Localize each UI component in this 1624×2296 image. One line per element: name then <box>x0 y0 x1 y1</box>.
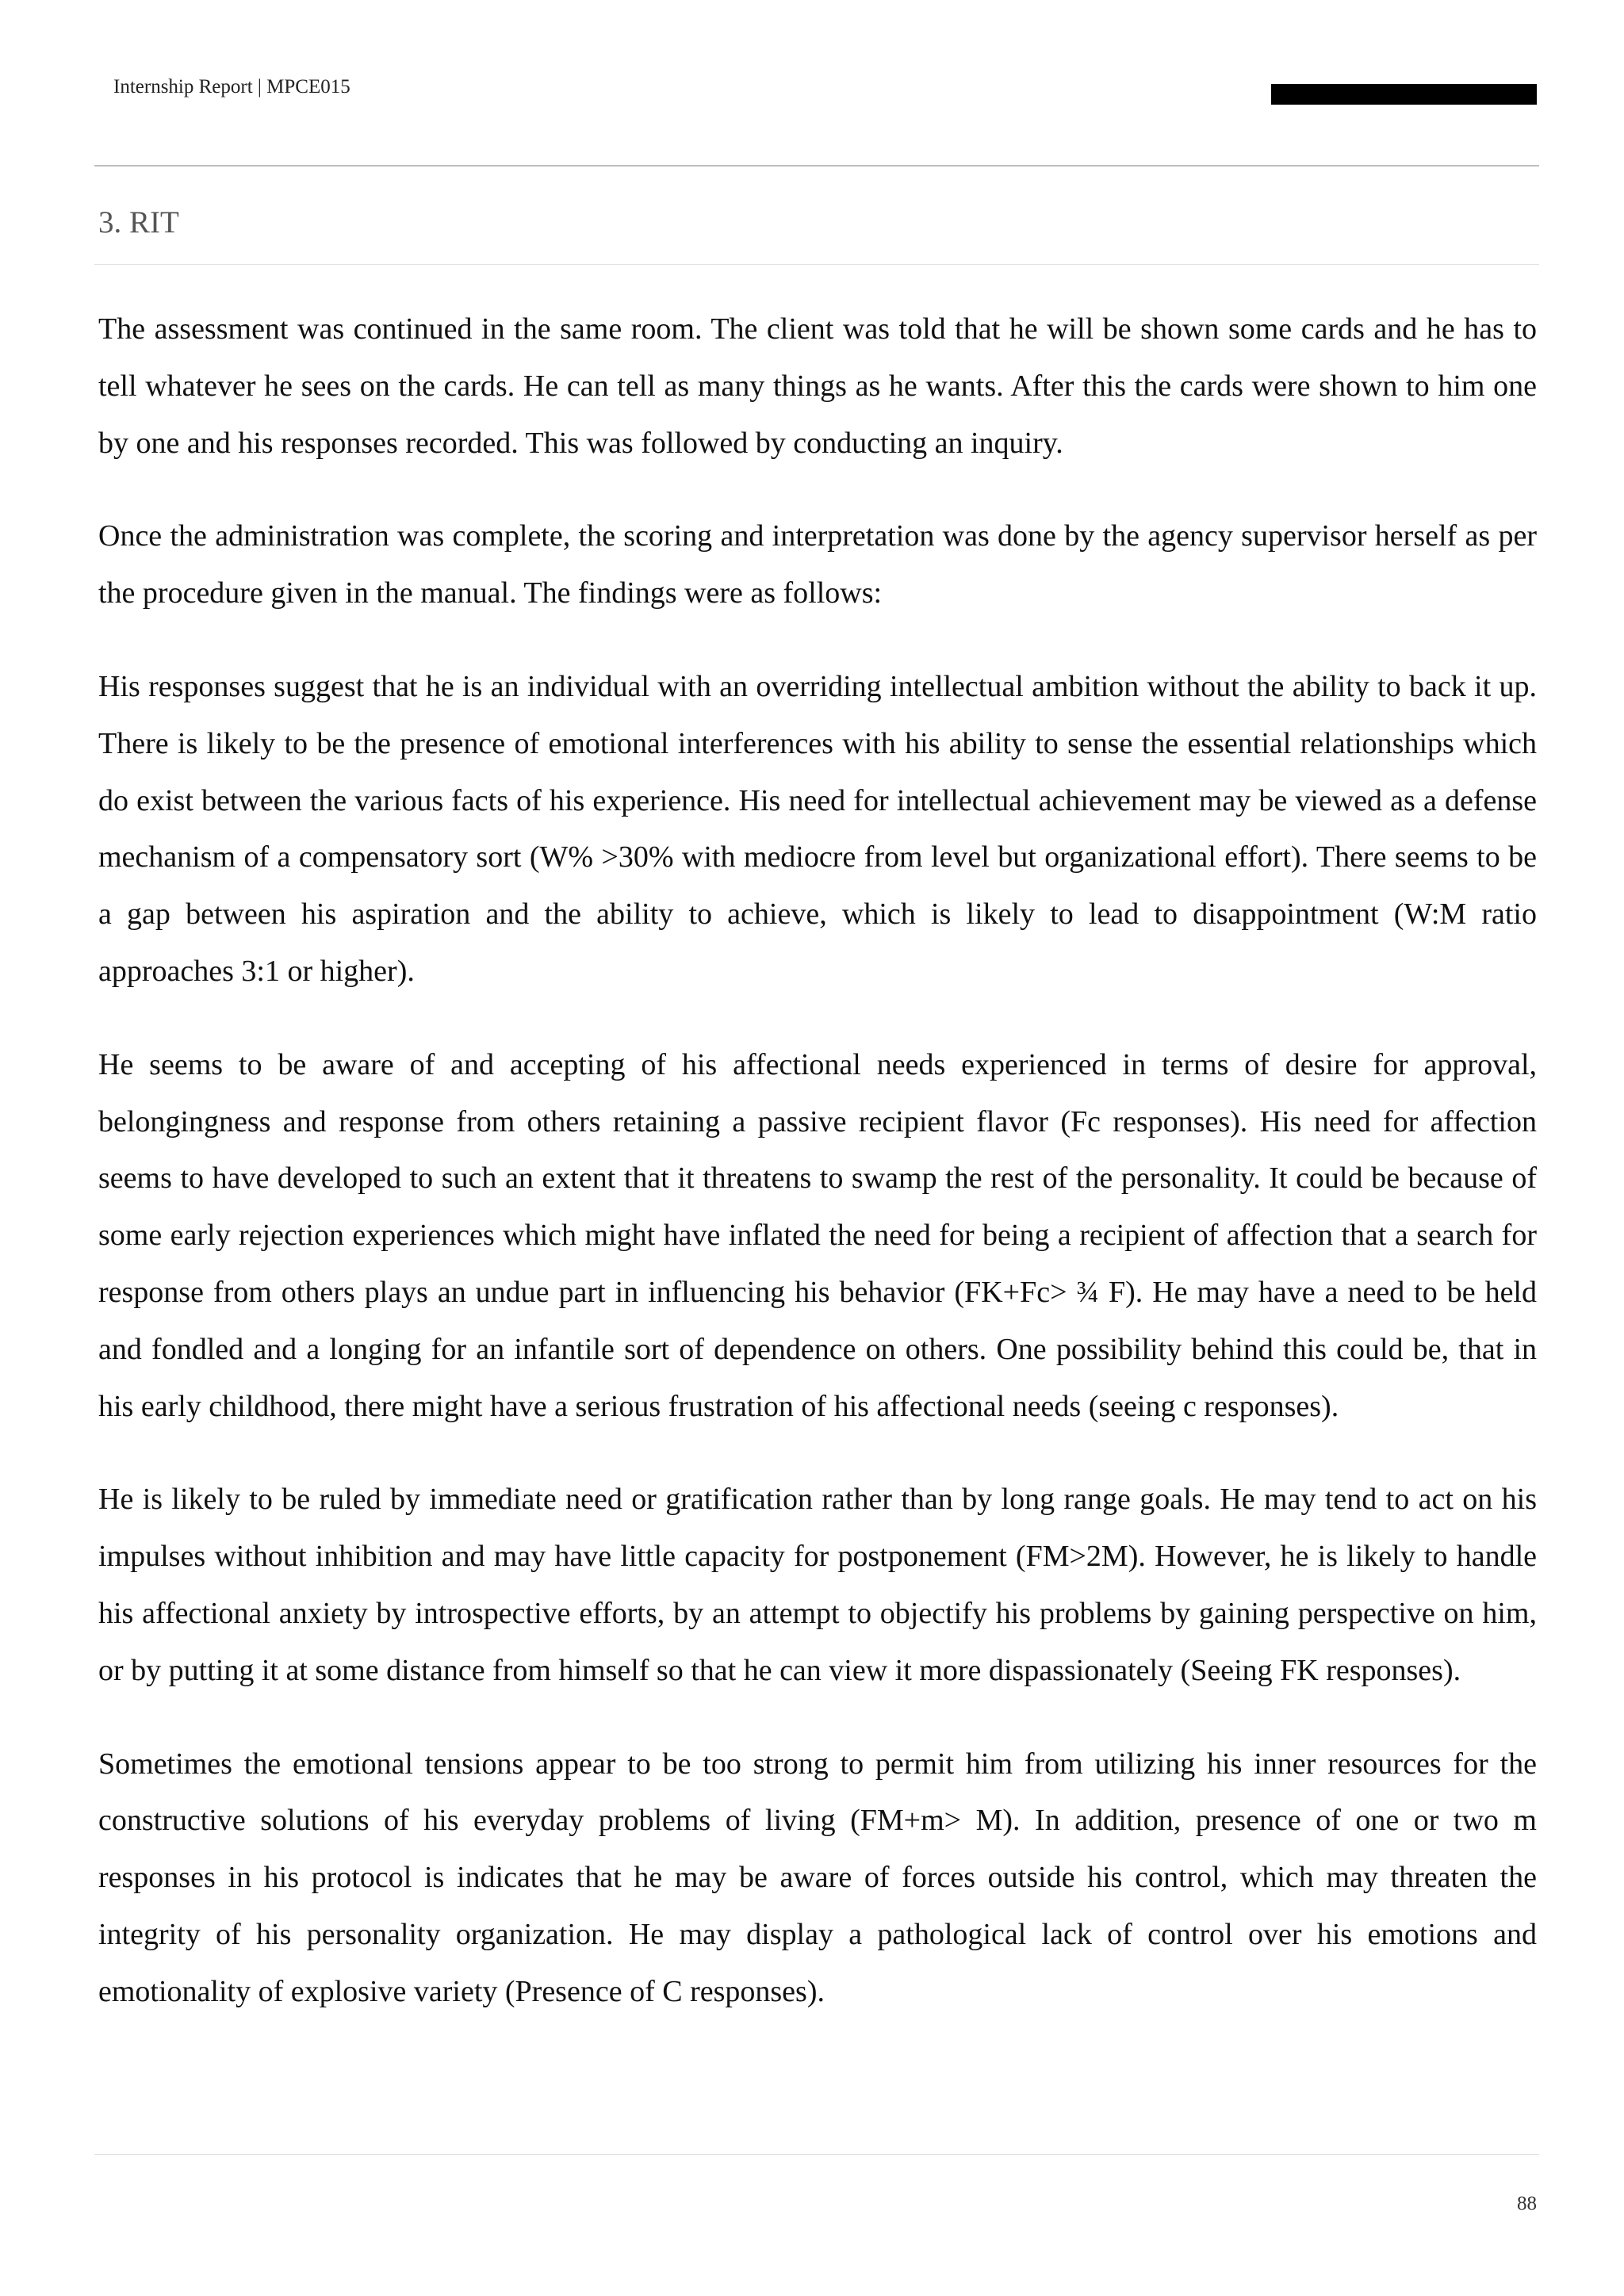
page-header <box>0 0 1624 166</box>
paragraph: His responses suggest that he is an individual with an overriding intellectual ambition without the ability to back it up. There is likely to be the presence of emotional interferences with his ability to sense the essential relationships which do exist between the various facts of his experience. His need for intellectual achievement may be viewed as a defense mechanism of a compensatory sort (W% >30% with mediocre from level but organizational effort). There seems to be a gap between his aspiration and the ability to achieve, which is likely to lead to disappointment (W:M ratio approaches 3:1 or higher). <box>98 669 1537 988</box>
page-number: 88 <box>1517 2193 1537 2214</box>
footer-divider <box>94 2154 1539 2155</box>
section-divider <box>94 264 1539 265</box>
paragraph: The assessment was continued in the same room. The client was told that he will be shown some cards and he has to tell whatever he sees on the cards. He can tell as many things as he wants. After this the cards were shown to him one by one and his responses recorded. This was followed by conducting an inquiry. <box>98 312 1537 460</box>
header-redaction-bar <box>1271 84 1537 105</box>
header-divider <box>94 165 1539 166</box>
paragraph: Sometimes the emotional tensions appear to be too strong to permit him from utilizing his inner resources for the constructive solutions of his everyday problems of living (FM+m> M). In addition, presence of one or two m responses in his protocol is indicates that he may be aware of forces outside his control, which may threaten the integrity of his personality organization. He may display a pathological lack of control over his emotions and emotionality of explosive variety (Presence of C responses). <box>98 1747 1537 2008</box>
paragraph: He seems to be aware of and accepting of his affectional needs experienced in terms of desire for approval, belongingness and response from others retaining a passive recipient flavor (Fc responses). His need for affection seems to have developed to such an extent that it threatens to swamp the rest of the personality. It could be because of some early rejection experiences which might have inflated the need for being a recipient of affection that a search for response from others plays an undue part in influencing his behavior (FK+Fc> ¾ F). He may have a need to be held and fondled and a longing for an infantile sort of dependence on others. One possibility behind this could be, that in his early childhood, there might have a serious frustration of his affectional needs (seeing c responses). <box>98 1047 1537 1423</box>
section-heading: 3. RIT <box>98 205 179 239</box>
paragraph: He is likely to be ruled by immediate need or gratification rather than by long range goals. He may tend to act on his impulses without inhibition and may have little capacity for postponement (FM>2M). However, he is likely to handle his affectional anxiety by introspective efforts, by an attempt to objectify his problems by gaining perspective on him, or by putting it at some distance from himself so that he can view it more dispassionately (Seeing FK responses). <box>98 1483 1537 1687</box>
body-text <box>98 301 1537 2057</box>
paragraph: Once the administration was complete, the scoring and interpretation was done by the agency supervisor herself as per the procedure given in the manual. The findings were as follows: <box>98 519 1537 610</box>
header-title: Internship Report | MPCE015 <box>113 76 350 98</box>
